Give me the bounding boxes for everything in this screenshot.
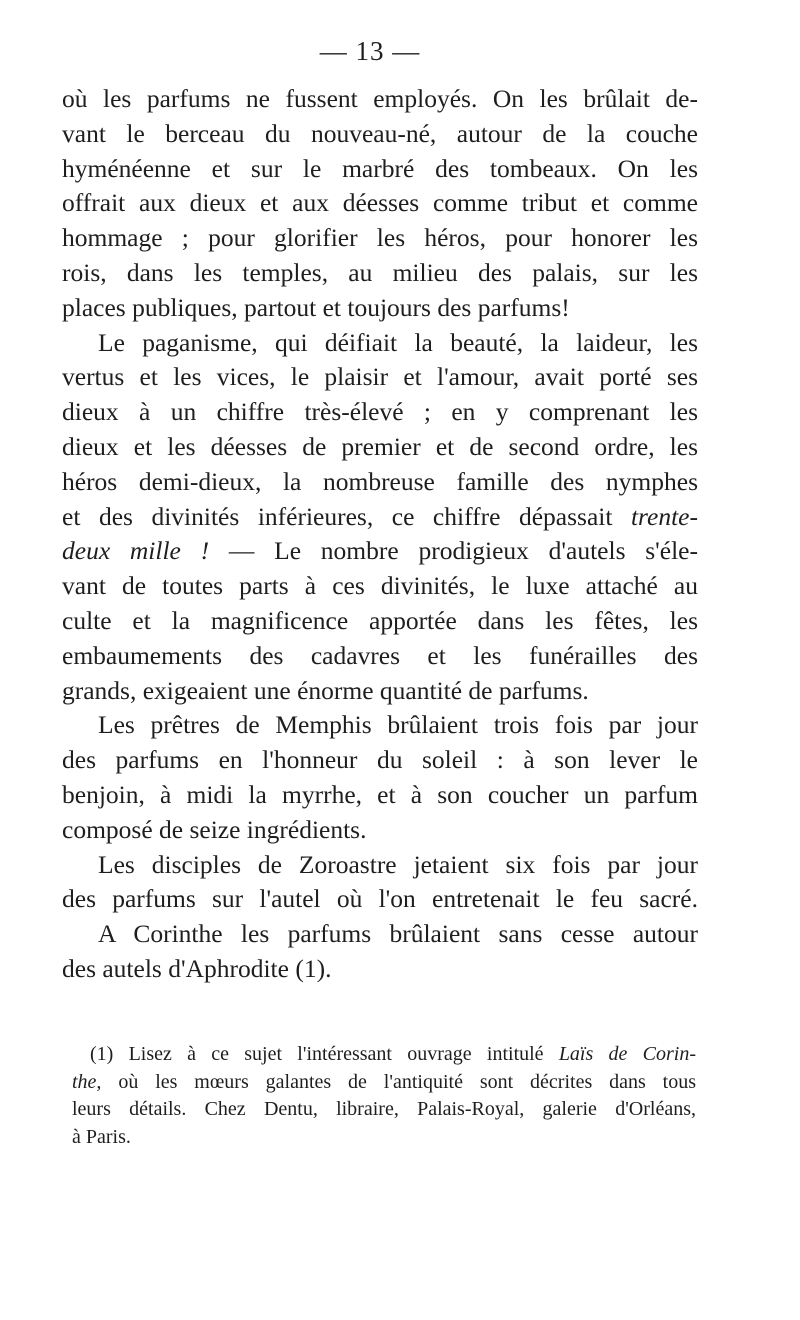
text-line: où les parfums ne fussent employés. On les brûlait de- [62, 84, 698, 113]
text-run: — Le nombre prodigieux d'autels s'éle- [228, 536, 698, 566]
text-line: dieux à un chiffre très-élevé ; en y comprenant les [62, 397, 698, 427]
footnote-line [72, 1069, 696, 1097]
text-line: Le paganisme, qui déifiait la beauté, la laideur, les [98, 327, 698, 357]
text-line: des parfums en l'honneur du soleil : à son lever le [62, 745, 698, 775]
text-line: vant de toutes parts à ces divinités, le luxe attaché au [62, 571, 698, 601]
text-line: places publiques, partout et toujours des parfums! [62, 292, 570, 322]
text-run: (1) Lisez à ce sujet l'intéressant ouvrage intitulé [90, 1043, 559, 1065]
text-line: héros demi-dieux, la nombreuse famille des nymphes [62, 466, 698, 496]
text-line: des autels d'Aphrodite (1). [62, 953, 332, 983]
text-line [62, 500, 698, 535]
text-run: et des divinités inférieures, ce chiffre dépassait [62, 501, 631, 531]
text-line: A Corinthe les parfums brûlaient sans cesse autour [98, 919, 698, 949]
text-line: vertus et les vices, le plaisir et l'amour, avait porté ses [62, 362, 698, 392]
text-line: Les disciples de Zoroastre jetaient six fois par jour [98, 849, 698, 879]
text-line: embaumements des cadavres et les funérailles des [62, 640, 698, 670]
text-line: dieux et les déesses de premier et de second ordre, les [62, 431, 698, 461]
text-line: rois, dans les temples, au milieu des palais, sur les [62, 257, 698, 287]
text-line: grands, exigeaient une énorme quantité de parfums. [62, 675, 589, 705]
italic-run: deux mille ! [62, 536, 229, 566]
text-line: hommage ; pour glorifier les héros, pour honorer les [62, 223, 698, 253]
text-line: benjoin, à midi la myrrhe, et à son coucher un parfum [62, 779, 698, 809]
page-number: — 13 — [319, 36, 421, 66]
italic-run: Laïs de Corin- [558, 1043, 696, 1065]
footnote-line: à Paris. [72, 1125, 131, 1148]
text-line: culte et la magnificence apportée dans les fêtes, les [62, 605, 698, 635]
italic-run: trente- [630, 501, 698, 531]
footnote [72, 1041, 696, 1151]
footnote-line: leurs détails. Chez Dentu, libraire, Palais-Royal, galerie d'Orléans, [72, 1098, 696, 1120]
text-line [62, 534, 698, 569]
text-run: où les mœurs galantes de l'antiquité sont décrites dans tous [101, 1070, 696, 1093]
main-text [62, 82, 698, 987]
text-line: des parfums sur l'autel où l'on entretenait le feu sacré. [62, 884, 698, 914]
text-line: offrait aux dieux et aux déesses comme tribut et comme [62, 188, 698, 218]
text-line: vant le berceau du nouveau-né, autour de la couche [62, 118, 698, 148]
text-line: composé de seize ingrédients. [62, 814, 367, 844]
text-line: hyménéenne et sur le marbré des tombeaux. On les [62, 153, 698, 183]
footnote-line [72, 1041, 696, 1069]
text-line: Les prêtres de Memphis brûlaient trois fois par jour [98, 710, 698, 740]
italic-run: the, [72, 1070, 102, 1093]
